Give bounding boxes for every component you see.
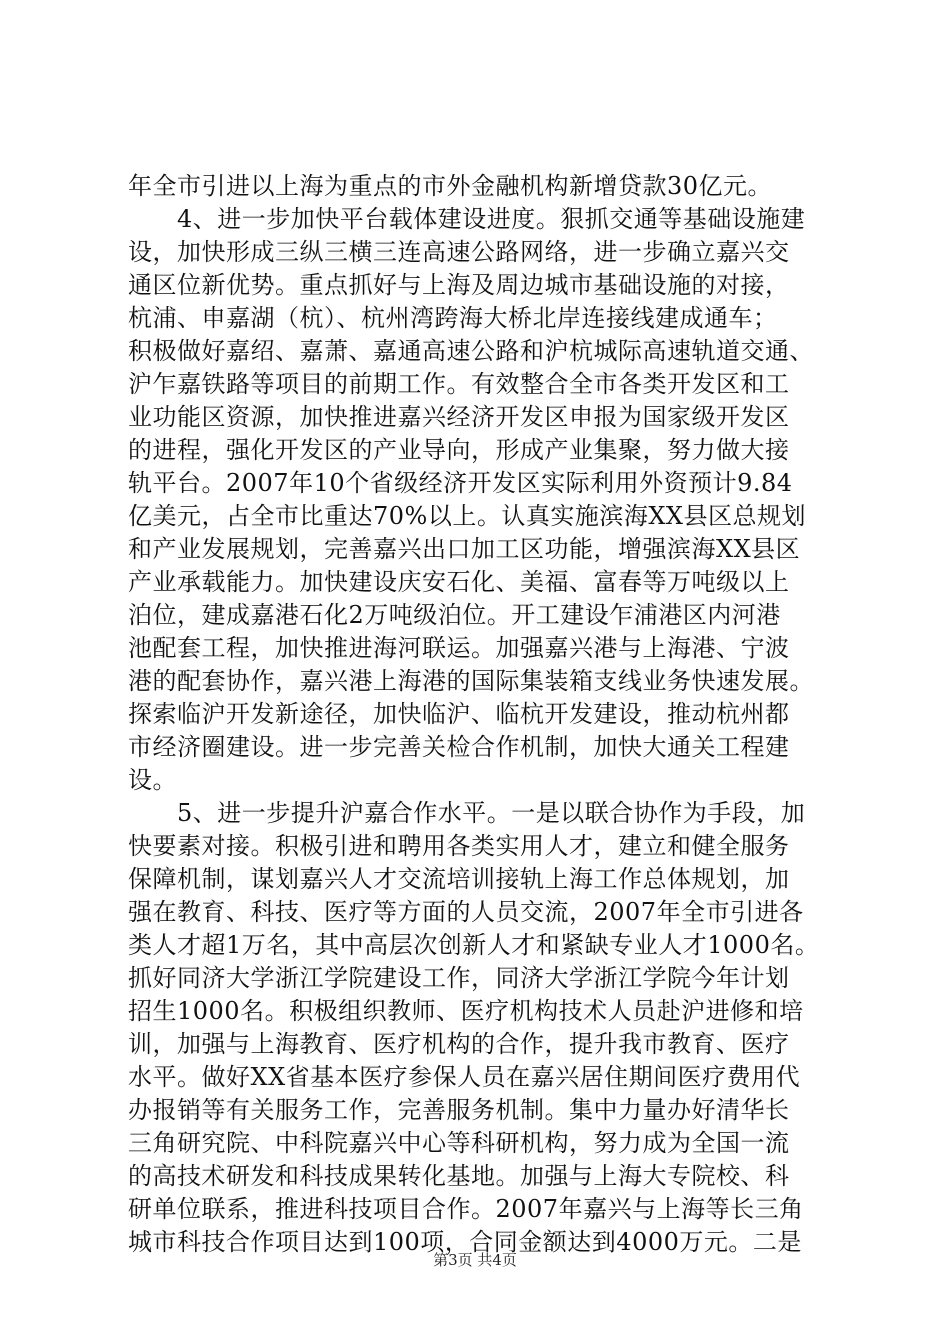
text-line: 保障机制，谋划嘉兴人才交流培训接轨上海工作总体规划，加 — [128, 865, 790, 893]
text-line: 池配套工程，加快推进海河联运。加强嘉兴港与上海港、宁波 — [128, 634, 790, 662]
text-line: 轨平台。2007年10个省级经济开发区实际利用外资预计9.84 — [128, 469, 793, 497]
text-line: 三角研究院、中科院嘉兴中心等科研机构，努力成为全国一流 — [128, 1129, 790, 1157]
text-line: 通区位新优势。重点抓好与上海及周边城市基础设施的对接， — [128, 271, 790, 299]
text-line: 招生1000名。积极组织教师、医疗机构技术人员赴沪进修和培 — [128, 997, 804, 1025]
text-line: 探索临沪开发新途径，加快临沪、临杭开发建设，推动杭州都 — [128, 700, 790, 728]
text-line: 和产业发展规划，完善嘉兴出口加工区功能，增强滨海XX县区 — [128, 535, 801, 563]
text-line: 产业承载能力。加快建设庆安石化、美福、富春等万吨级以上 — [128, 568, 790, 596]
text-line: 训，加强与上海教育、医疗机构的合作，提升我市教育、医疗 — [128, 1030, 790, 1058]
text-line: 设，加快形成三纵三横三连高速公路网络，进一步确立嘉兴交 — [128, 238, 790, 266]
text-line: 研单位联系，推进科技项目合作。2007年嘉兴与上海等长三角 — [128, 1195, 804, 1223]
text-line: 年全市引进以上海为重点的市外金融机构新增贷款30亿元。 — [128, 172, 773, 200]
text-line: 积极做好嘉绍、嘉萧、嘉通高速公路和沪杭城际高速轨道交通、 — [128, 337, 814, 365]
page-footer: 第3页 共4页 — [433, 1251, 517, 1269]
text-line: 市经济圈建设。进一步完善关检合作机制，加快大通关工程建 — [128, 733, 790, 761]
text-line: 类人才超1万名，其中高层次创新人才和紧缺专业人才1000名。 — [128, 931, 820, 959]
text-line: 城市科技合作项目达到100项，合同金额达到4000万元。二是 — [128, 1228, 802, 1256]
text-line: 亿美元，占全市比重达70%以上。认真实施滨海XX县区总规划 — [128, 502, 807, 530]
text-line: 的高技术研发和科技成果转化基地。加强与上海大专院校、科 — [128, 1162, 790, 1190]
text-line: 办报销等有关服务工作，完善服务机制。集中力量办好清华长 — [128, 1096, 790, 1124]
text-line: 泊位，建成嘉港石化2万吨级泊位。开工建设乍浦港区内河港 — [128, 601, 781, 629]
text-line: 4、进一步加快平台载体建设进度。狠抓交通等基础设施建 — [128, 205, 806, 233]
text-line: 抓好同济大学浙江学院建设工作，同济大学浙江学院今年计划 — [128, 964, 790, 992]
text-line: 业功能区资源，加快推进嘉兴经济开发区申报为国家级开发区 — [128, 403, 790, 431]
text-line: 沪乍嘉铁路等项目的前期工作。有效整合全市各类开发区和工 — [128, 370, 790, 398]
text-line: 水平。做好XX省基本医疗参保人员在嘉兴居住期间医疗费用代 — [128, 1063, 801, 1091]
text-line: 港的配套协作，嘉兴港上海港的国际集装箱支线业务快速发展。 — [128, 667, 814, 695]
text-line: 5、进一步提升沪嘉合作水平。一是以联合协作为手段，加 — [128, 799, 806, 827]
text-line: 设。 — [128, 766, 177, 794]
text-line: 快要素对接。积极引进和聘用各类实用人才，建立和健全服务 — [128, 832, 790, 860]
document-body — [128, 170, 834, 1259]
text-line: 的进程，强化开发区的产业导向，形成产业集聚，努力做大接 — [128, 436, 790, 464]
text-line: 杭浦、申嘉湖（杭）、杭州湾跨海大桥北岸连接线建成通车； — [128, 304, 778, 332]
text-line: 强在教育、科技、医疗等方面的人员交流，2007年全市引进各 — [128, 898, 804, 926]
